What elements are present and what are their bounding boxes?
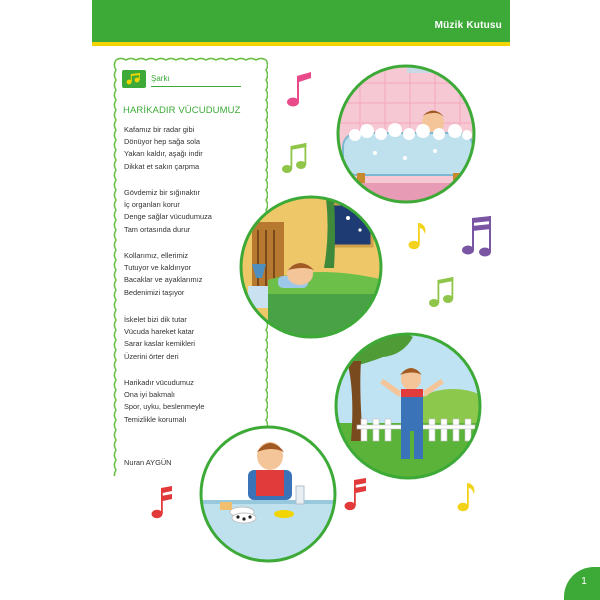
pink-music-note-icon [285, 70, 315, 110]
purple-music-note-icon [460, 212, 494, 260]
header-stripe [92, 42, 510, 46]
bath-scene-illustration [335, 63, 477, 205]
verse-line: Tutuyor ve kaldırıyor [124, 263, 192, 273]
park-scene-illustration [333, 331, 483, 481]
verse-line: Tam ortasında durur [124, 224, 191, 234]
header-title: Müzik Kutusu [434, 20, 502, 31]
song-author: Nuran AYGÜN [124, 458, 172, 467]
verse-line: Harikadır vücudumuz [124, 378, 194, 387]
music-notes-icon [122, 70, 146, 88]
verse-2 [124, 187, 212, 236]
verse-line: Kafamız bir radar gibi [124, 125, 195, 134]
green-music-note-icon [280, 140, 310, 176]
verse-line: Bacaklar ve ayaklarımız [124, 275, 203, 285]
verse-line: Dönüyor hep sağa sola [124, 137, 201, 147]
yellow-music-note-icon [456, 480, 478, 514]
verse-1 [124, 124, 203, 173]
section-label: Şarkı [151, 74, 170, 83]
verse-line: Gövdemiz bir sığınaktır [124, 188, 200, 197]
verse-line: İç organları korur [124, 200, 180, 210]
green-music-note-icon [427, 274, 457, 310]
red-music-note-icon [150, 484, 174, 522]
verse-line: Denge sağlar vücudumuza [124, 212, 212, 222]
verse-line: Spor, uyku, beslenmeyle [124, 402, 205, 412]
bedroom-scene-illustration [238, 194, 384, 340]
yellow-music-note-icon [407, 220, 429, 252]
verse-line: Sarar kaslar kemikleri [124, 339, 196, 349]
breakfast-scene-illustration [198, 424, 338, 564]
page-number: 1 [564, 567, 600, 600]
verse-line: Ona iyi bakmalı [124, 390, 175, 400]
verse-line: Yakarı kaldır, aşağı indir [124, 149, 203, 159]
verse-line: İskelet bizi dik tutar [124, 315, 187, 324]
verse-4 [124, 314, 195, 363]
verse-5 [124, 377, 205, 426]
verse-line: Kollarımız, ellerimiz [124, 251, 189, 260]
verse-line: Vücuda hareket katar [124, 327, 195, 337]
verse-line: Üzerini örter deri [124, 351, 179, 361]
red-music-note-icon [343, 476, 369, 514]
verse-3 [124, 250, 202, 299]
verse-line: Temizlikle korumalı [124, 414, 187, 424]
song-title: HARİKADIR VÜCUDUMUZ [123, 105, 241, 116]
verse-line: Bedenimizi taşıyor [124, 287, 185, 297]
section-underline [151, 86, 241, 87]
verse-line: Dikkat et sakın çarpma [124, 161, 200, 171]
